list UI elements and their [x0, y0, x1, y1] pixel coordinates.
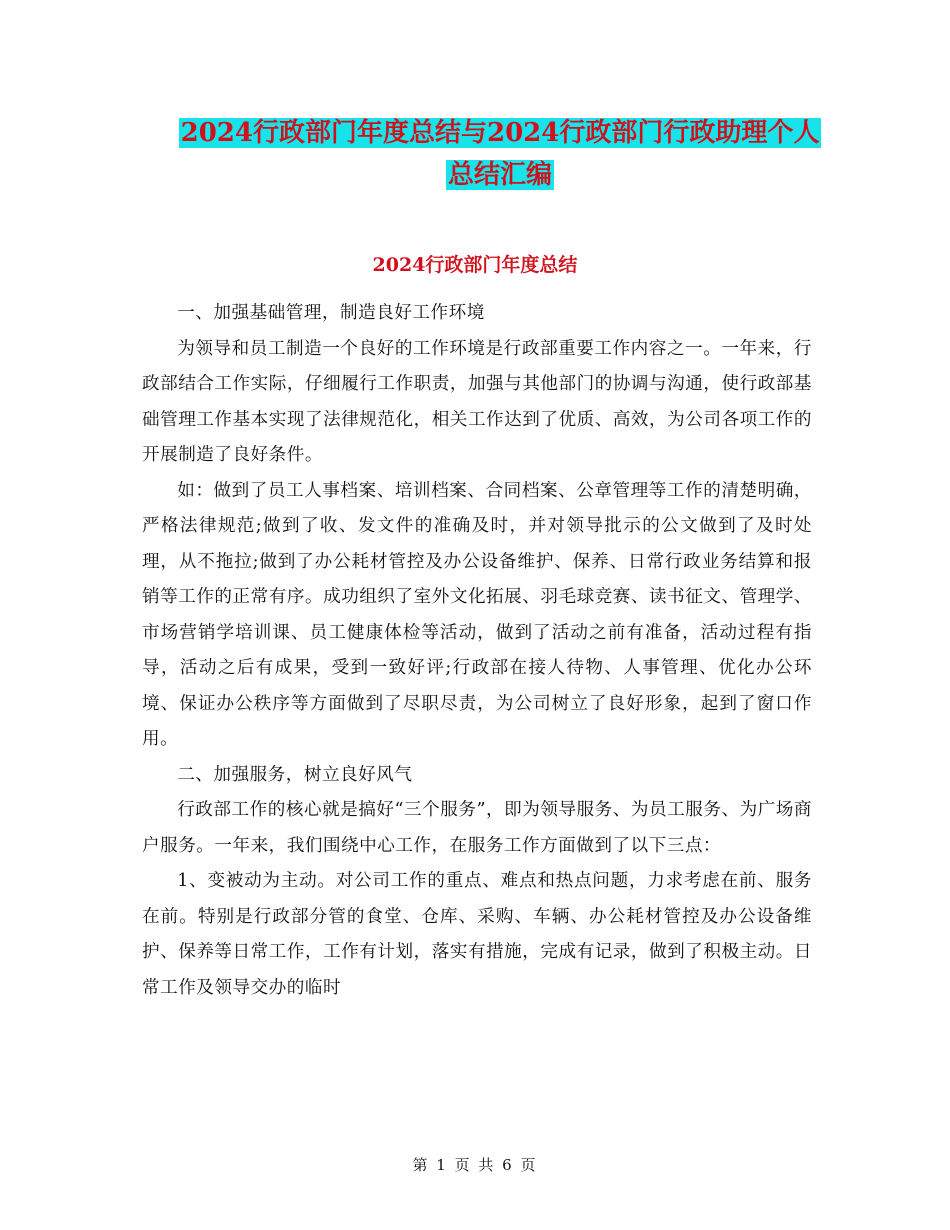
body-paragraph-3: 行政部工作的核心就是搞好“三个服务”，即为领导服务、为员工服务、为广场商户服务。一年来，我们围绕中心工作，在服务工作方面做到了以下三点： — [142, 800, 812, 856]
page-number-footer: 第 1 页 共 6 页 — [412, 1156, 538, 1174]
body-paragraph-1: 为领导和员工制造一个良好的工作环境是行政部重要工作内容之一。一年来，行政部结合工作实际，仔细履行工作职责，加强与其他部门的协调与沟通，使行政部基础管理工作基本实现了法律规范化，相关工作达到了优质、高效，为公司各项工作的开展制造了良好条件。 — [142, 338, 812, 465]
body-text — [142, 296, 812, 1006]
body-paragraph-2: 如：做到了员工人事档案、培训档案、合同档案、公章管理等工作的清楚明确，严格法律规范;做到了收、发文件的准确及时，并对领导批示的公文做到了及时处理，从不拖拉;做到了办公耗材管控及办公设备维护、保养、日常行政业务结算和报销等工作的正常有序。成功组织了室外文化拓展、羽毛球竞赛、读书征文、管理学、市场营销学培训课、员工健康体检等活动，做到了活动之前有准备，活动过程有指导，活动之后有成果，受到一致好评;行政部在接人待物、人事管理、优化办公环境、保证办公秩序等方面做到了尽职尽责，为公司树立了良好形象，起到了窗口作用。 — [142, 480, 812, 749]
document-title-line-1: 2024行政部门年度总结与2024行政部门行政助理个人 — [180, 118, 820, 148]
heading-paragraph-2: 二、加强服务，树立良好风气 — [177, 764, 413, 785]
body-paragraph-4: 1、变被动为主动。对公司工作的重点、难点和热点问题，力求考虑在前、服务在前。特别是行政部分管的食堂、仓库、采购、车辆、办公耗材管控及办公设备维护、保养等日常工作，工作有计划，落实有措施，完成有记录，做到了积极主动。日常工作及领导交办的临时 — [142, 871, 812, 998]
section-title: 2024行政部门年度总结 — [372, 254, 578, 276]
heading-paragraph-1: 一、加强基础管理，制造良好工作环境 — [177, 303, 485, 323]
document-title — [130, 112, 870, 196]
document-title-line-2: 总结汇编 — [447, 160, 552, 190]
